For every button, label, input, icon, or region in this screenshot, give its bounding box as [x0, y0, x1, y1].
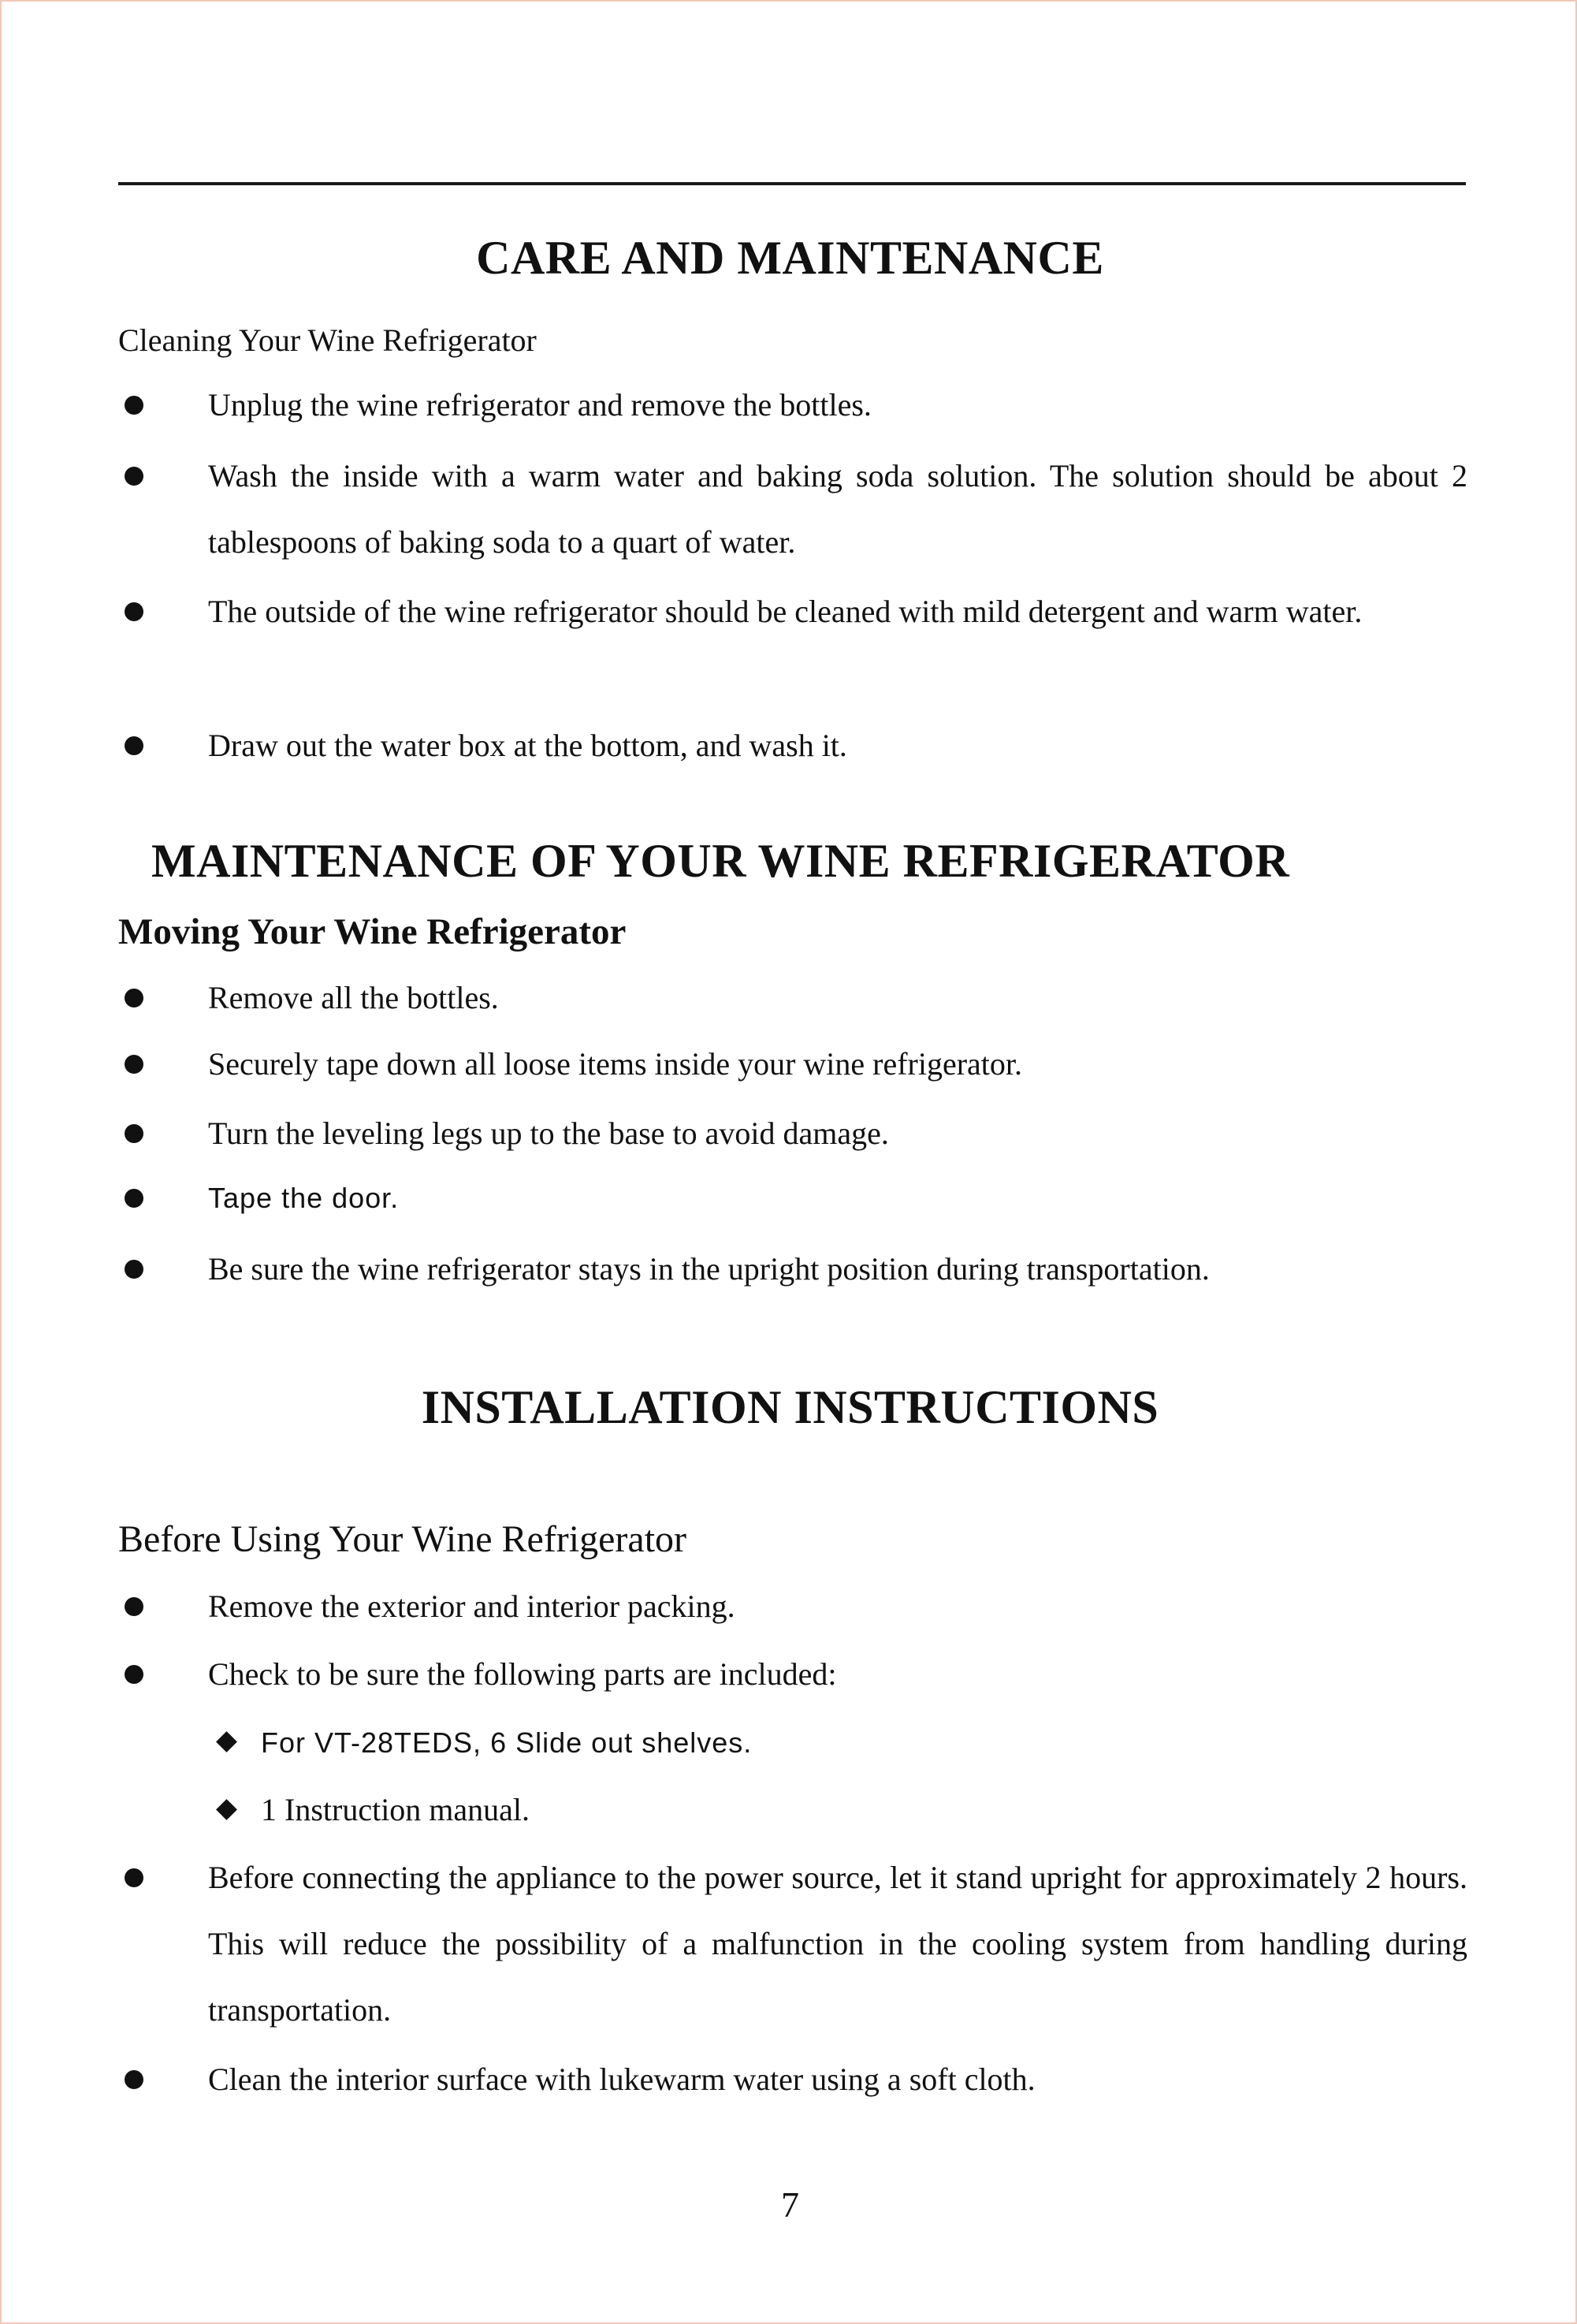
installation-heading: INSTALLATION INSTRUCTIONS — [421, 1381, 1159, 1433]
list-item: Unplug the wine refrigerator and remove the bottles. — [118, 372, 1467, 438]
list-item: Check to be sure the following parts are included: — [118, 1641, 1467, 1708]
care-maintenance-heading: CARE AND MAINTENANCE — [476, 232, 1104, 284]
bullet-icon — [125, 2070, 143, 2089]
list-item: Remove all the bottles. — [118, 965, 1467, 1031]
top-rule — [118, 182, 1466, 185]
list-item: The outside of the wine refrigerator should be cleaned with mild detergent and warm water. — [118, 579, 1467, 645]
bullet-icon — [125, 602, 143, 621]
bullet-icon — [125, 1665, 143, 1684]
bullet-icon — [125, 1597, 143, 1616]
parts-list-item: For VT-28TEDS, 6 Slide out shelves. — [216, 1709, 752, 1776]
page-number: 7 — [781, 2184, 799, 2225]
list-item: Tape the door. — [118, 1165, 1467, 1231]
cleaning-subheading: Cleaning Your Wine Refrigerator — [118, 322, 537, 358]
diamond-bullet-icon — [216, 1799, 237, 1820]
list-item: Draw out the water box at the bottom, and wash it. — [118, 713, 1467, 779]
bullet-icon — [125, 1260, 143, 1279]
list-item: Clean the interior surface with lukewarm water using a soft cloth. — [118, 2047, 1467, 2113]
moving-subheading: Moving Your Wine Refrigerator — [118, 911, 627, 952]
list-item: Turn the leveling legs up to the base to avoid damage. — [118, 1101, 1467, 1167]
parts-list-item: 1 Instruction manual. — [216, 1777, 530, 1843]
bullet-icon — [125, 396, 143, 415]
list-item: Before connecting the appliance to the power source, let it stand upright for approximately 2 hours. This will reduce the possibility of a malfunction in the cooling system from handling during transportation. — [118, 1845, 1467, 2043]
maintenance-heading: MAINTENANCE OF YOUR WINE REFRIGERATOR — [151, 835, 1290, 887]
bullet-icon — [125, 1055, 143, 1074]
bullet-icon — [125, 1189, 143, 1208]
bullet-icon — [125, 736, 143, 755]
bullet-icon — [125, 1124, 143, 1143]
list-item: Remove the exterior and interior packing. — [118, 1574, 1467, 1640]
diamond-bullet-icon — [216, 1731, 237, 1752]
before-using-subheading: Before Using Your Wine Refrigerator — [118, 1518, 687, 1560]
list-item: Wash the inside with a warm water and baking soda solution. The solution should be about 2 tablespoons of baking soda to a quart of water. — [118, 443, 1467, 575]
bullet-icon — [125, 1868, 143, 1887]
bullet-icon — [125, 989, 143, 1007]
list-item: Securely tape down all loose items inside your wine refrigerator. — [118, 1031, 1467, 1097]
bullet-icon — [125, 467, 143, 486]
list-item: Be sure the wine refrigerator stays in the upright position during transportation. — [118, 1236, 1467, 1302]
